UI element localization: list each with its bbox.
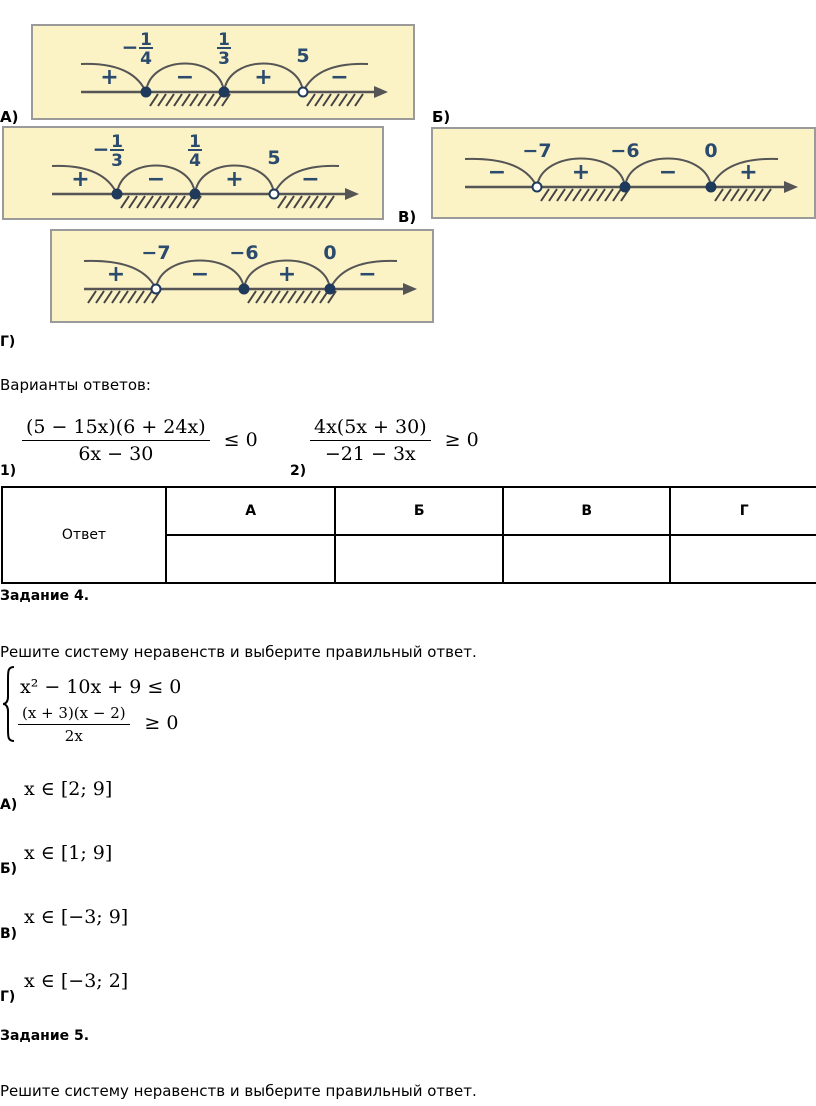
hatch-mark: [331, 94, 339, 106]
hatch-mark: [161, 196, 169, 208]
hatch-mark: [731, 189, 739, 201]
system-line-1: x² − 10x + 9 ≤ 0: [20, 676, 182, 698]
hatch-mark: [278, 196, 286, 208]
hatch-mark: [169, 196, 177, 208]
sign-label: −: [190, 262, 210, 287]
number-line-g-svg: [52, 231, 432, 321]
answer-cell-b[interactable]: [335, 535, 503, 583]
task4-title: Задание 4.: [0, 588, 90, 604]
ineq2-numerator: 4x(5x + 30): [310, 416, 431, 441]
point-label: 0: [323, 242, 337, 264]
svg-text:4: 4: [189, 151, 201, 171]
ineq1-label: 1): [0, 463, 17, 479]
point-label: −7: [522, 140, 552, 162]
hatch-mark: [310, 196, 318, 208]
svg-text:−: −: [92, 137, 110, 161]
hatch-mark: [347, 94, 355, 106]
hatch-mark: [120, 291, 128, 303]
number-line-a-svg: [33, 26, 413, 118]
answers-title: Варианты ответов:: [0, 376, 151, 394]
system-frac-num: (x + 3)(x − 2): [18, 704, 130, 725]
sign-label: +: [571, 160, 591, 185]
svg-text:1: 1: [111, 132, 123, 152]
hatch-mark: [715, 189, 723, 201]
open-point: [152, 285, 161, 294]
hatch-mark: [174, 94, 182, 106]
point-label: 5: [267, 147, 281, 169]
open-point: [270, 190, 279, 199]
hatch-mark: [153, 196, 161, 208]
hatch-mark: [104, 291, 112, 303]
label-b: Б): [432, 108, 451, 126]
number-line-a: [31, 24, 415, 120]
number-line-g: [50, 229, 434, 323]
label-a: А): [0, 108, 19, 126]
number-line-second: [2, 126, 384, 220]
point-label: [93, 132, 124, 171]
ineq1-denominator: 6x − 30: [78, 443, 154, 465]
answer-col-v: В: [503, 487, 671, 535]
ineq2-relation: ≥ 0: [444, 428, 479, 451]
answer-col-g: Г: [670, 487, 816, 535]
hatch-mark: [312, 291, 320, 303]
point-label: [217, 30, 231, 69]
hatch-mark: [613, 189, 621, 201]
hatch-mark: [315, 94, 323, 106]
inequality-2: [310, 416, 479, 465]
hatch-mark: [190, 94, 198, 106]
inequality-1: [22, 416, 258, 465]
hatch-mark: [581, 189, 589, 201]
hatch-mark: [294, 196, 302, 208]
system-frac-den: 2x: [64, 727, 83, 745]
hatch-mark: [323, 94, 331, 106]
number-line-second-svg: [4, 128, 382, 218]
option-g-text: x ∈ [−3; 2]: [24, 970, 129, 992]
point-label: −6: [610, 140, 640, 162]
svg-text:3: 3: [218, 49, 230, 69]
hatch-mark: [549, 189, 557, 201]
hatch-mark: [605, 189, 613, 201]
hatch-mark: [326, 196, 334, 208]
hatch-mark: [304, 291, 312, 303]
closed-point: [191, 190, 200, 199]
hatch-mark: [248, 291, 256, 303]
label-g: Г): [0, 334, 16, 350]
axis-arrow: [403, 283, 417, 295]
hatch-mark: [182, 94, 190, 106]
system-frac-rel: ≥ 0: [144, 711, 179, 734]
hatch-mark: [755, 189, 763, 201]
open-point: [299, 88, 308, 97]
sign-label: −: [175, 65, 195, 90]
option-v-label: В): [0, 926, 18, 942]
task5-title: Задание 5.: [0, 1028, 90, 1044]
sign-label: +: [100, 65, 119, 90]
number-line-b: [431, 127, 816, 219]
ineq2-denominator: −21 − 3x: [324, 443, 416, 465]
hatch-mark: [128, 291, 136, 303]
sign-label: +: [106, 262, 126, 287]
sign-label: −: [146, 167, 166, 192]
hatch-mark: [198, 94, 206, 106]
svg-text:1: 1: [140, 30, 152, 50]
hatch-mark: [264, 291, 272, 303]
hatch-mark: [129, 196, 137, 208]
sign-label: −: [358, 262, 377, 287]
answer-table: [1, 486, 816, 584]
point-label: [122, 30, 153, 69]
svg-text:−: −: [121, 35, 139, 59]
hatch-mark: [557, 189, 565, 201]
hatch-mark: [763, 189, 771, 201]
ineq1-relation: ≤ 0: [223, 428, 258, 451]
hatch-mark: [589, 189, 597, 201]
hatch-mark: [96, 291, 104, 303]
answer-row-header: Ответ: [2, 487, 166, 583]
hatch-mark: [177, 196, 185, 208]
hatch-mark: [307, 94, 315, 106]
closed-point: [621, 183, 630, 192]
option-a-text: x ∈ [2; 9]: [24, 778, 113, 800]
svg-text:1: 1: [189, 132, 201, 152]
hatch-mark: [286, 196, 294, 208]
hatch-mark: [296, 291, 304, 303]
point-label: 5: [296, 45, 310, 67]
hatch-mark: [272, 291, 280, 303]
sign-label: +: [225, 167, 244, 192]
label-v: В): [398, 208, 417, 226]
task4-prompt: Решите систему неравенств и выберите правильный ответ.: [0, 643, 477, 661]
point-label: 0: [704, 140, 718, 162]
hatch-mark: [136, 291, 144, 303]
axis-arrow: [374, 86, 388, 98]
system-brace: [2, 665, 16, 743]
closed-point: [326, 285, 335, 294]
answer-cell-v[interactable]: [503, 535, 671, 583]
point-label: −6: [229, 242, 259, 264]
hatch-mark: [565, 189, 573, 201]
option-g-label: Г): [0, 989, 16, 1005]
option-a-label: А): [0, 797, 18, 813]
hatch-mark: [597, 189, 605, 201]
open-point: [533, 183, 542, 192]
option-b-text: x ∈ [1; 9]: [24, 842, 113, 864]
svg-text:3: 3: [111, 151, 123, 171]
hatch-mark: [145, 196, 153, 208]
task5-prompt: Решите систему неравенств и выберите правильный ответ.: [0, 1082, 477, 1100]
axis-arrow: [345, 188, 359, 200]
point-label: −7: [141, 242, 171, 264]
closed-point: [220, 88, 229, 97]
closed-point: [707, 183, 716, 192]
hatch-mark: [166, 94, 174, 106]
sign-label: +: [71, 167, 90, 192]
hatch-mark: [747, 189, 755, 201]
answer-cell-g[interactable]: [670, 535, 816, 583]
number-line-b-svg: [433, 129, 814, 217]
ineq1-numerator: (5 − 15x)(6 + 24x): [22, 416, 210, 441]
sign-label: −: [330, 65, 349, 90]
hatch-mark: [302, 196, 310, 208]
hatch-mark: [541, 189, 549, 201]
hatch-mark: [144, 291, 152, 303]
hatch-mark: [158, 94, 166, 106]
option-v-text: x ∈ [−3; 9]: [24, 906, 129, 928]
hatch-mark: [339, 94, 347, 106]
hatch-mark: [112, 291, 120, 303]
hatch-mark: [256, 291, 264, 303]
hatch-mark: [739, 189, 747, 201]
option-b-label: Б): [0, 861, 18, 877]
sign-label: +: [739, 160, 758, 185]
svg-text:1: 1: [218, 30, 230, 50]
hatch-mark: [206, 94, 214, 106]
hatch-mark: [573, 189, 581, 201]
hatch-mark: [137, 196, 145, 208]
system-line-2: [18, 704, 178, 745]
hatch-mark: [150, 94, 158, 106]
point-label: [188, 132, 202, 171]
ineq2-label: 2): [290, 463, 307, 479]
hatch-mark: [288, 291, 296, 303]
closed-point: [113, 190, 122, 199]
hatch-mark: [318, 196, 326, 208]
answer-cell-a[interactable]: [166, 535, 335, 583]
closed-point: [142, 88, 151, 97]
hatch-mark: [280, 291, 288, 303]
hatch-mark: [88, 291, 96, 303]
answer-col-a: А: [166, 487, 335, 535]
hatch-mark: [723, 189, 731, 201]
sign-label: −: [658, 160, 678, 185]
sign-label: −: [301, 167, 320, 192]
sign-label: +: [277, 262, 297, 287]
svg-text:4: 4: [140, 49, 152, 69]
sign-label: −: [487, 160, 507, 185]
axis-arrow: [784, 181, 798, 193]
hatch-mark: [355, 94, 363, 106]
answer-col-b: Б: [335, 487, 503, 535]
hatch-mark: [121, 196, 129, 208]
sign-label: +: [254, 65, 273, 90]
closed-point: [240, 285, 249, 294]
